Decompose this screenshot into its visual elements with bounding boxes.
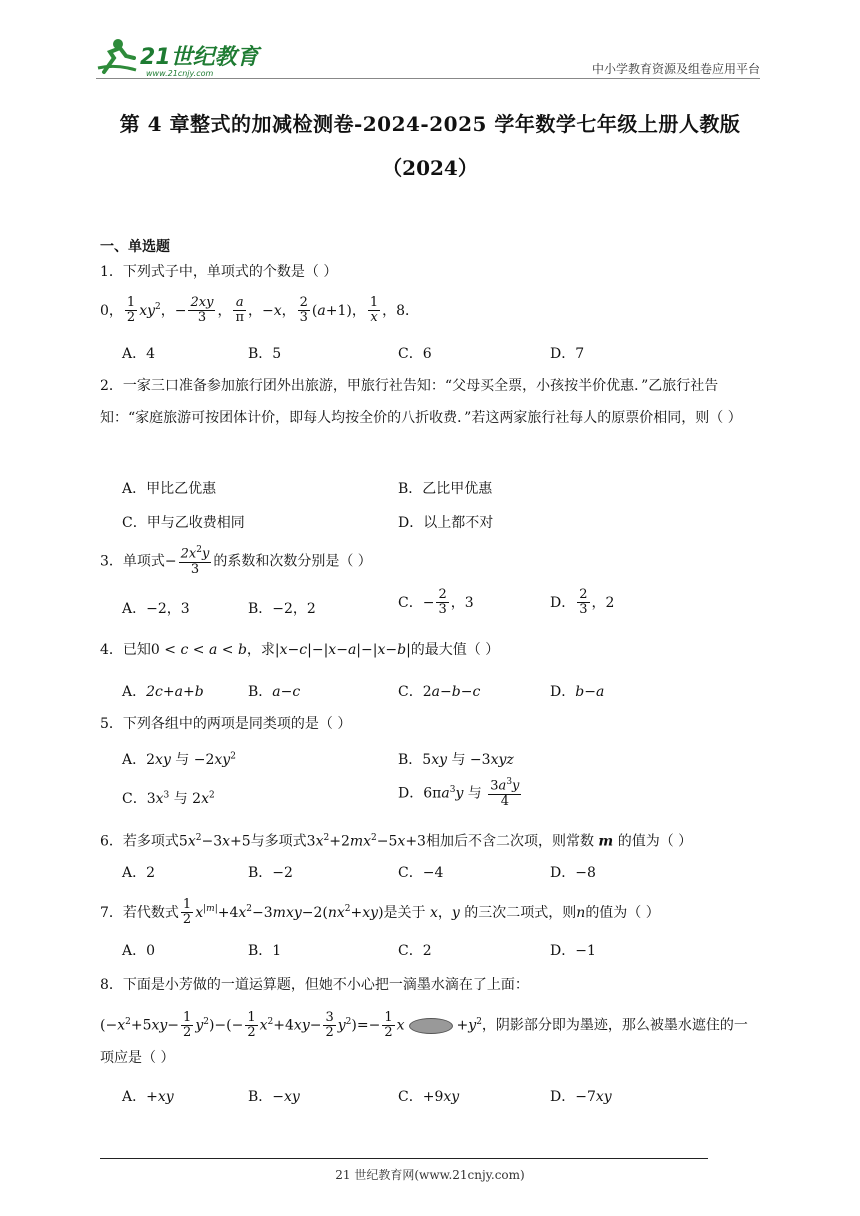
question-stem: 下列式子中，单项式的个数是（ ） [122,264,338,280]
q1-option-d: D．7 [550,346,585,362]
question-6: 6．若多项式$5x^2-3x+5$与多项式$3x^2+2mx^2-5x+3$相加后不含二次项，则常数 m 的值为（ ） [100,833,693,850]
q3-option-b: B．−2，2 [248,601,316,617]
question-number: 6． [100,833,123,850]
question-stem: ，求 [246,642,275,658]
q2-option-d: D．以上都不对 [398,515,494,531]
question-7: 7．若代数式 $\frac{1}{2}$ $x^{|m|}+4x^2-3mxy-2(nx^2+xy)$是关于 x，y 的三次二项式，则n的值为（ ） [100,897,660,928]
q7-option-d: D．−1 [550,943,596,959]
question-5 [100,714,351,734]
question-1 [100,262,337,282]
q3-option-a: A．−2，3 [122,601,190,617]
question-stem: 单项式 [122,553,165,570]
section-heading: 一、单选题 [100,239,170,255]
question-stem: 若代数式 [122,904,179,921]
question-stem: 是关于 [383,904,426,921]
page-title: 第 4 章整式的加减检测卷-2024-2025 学年数学七年级上册人教版 [119,112,741,136]
question-stem: 若多项式 [122,833,179,850]
question-stem: 的三次二项式，则 [464,904,577,921]
question-stem: 与多项式 [250,833,307,850]
q2-option-a: A．甲比乙优惠 [122,481,217,497]
question-stem: 下列各组中的两项是同类项的是（ ） [122,716,352,732]
q4-option-a: A．2c+a+b [122,684,204,700]
q2-option-b: B．乙比甲优惠 [398,481,493,497]
q8-option-c: C．+9xy [398,1089,460,1105]
q7-option-b: B．1 [248,943,282,959]
q3-option-d: D． $\frac{2}{3}$ ，2 [550,587,615,618]
q2-option-c: C．甲与乙收费相同 [122,515,245,531]
question-number: 4． [100,642,123,658]
footer-text: 21 世纪教育网(www.21cnjy.com) [335,1168,525,1182]
q6-option-a: A．2 [122,865,156,881]
q1-option-a: A．4 [122,346,156,362]
question-stem: 相加后不含二次项，则常数 [425,833,594,850]
q5-option-d: D．$6\pi a^3y$ 与 $\frac{3a^3y}{4}$ [398,777,520,809]
question-number: 3． [100,553,123,570]
page-subtitle: （2024） [382,156,478,180]
question-stem: 一家三口准备参加旅行团外出旅游，甲旅行社告知：“父母买全票，小孩按半价优惠．”乙旅行社告知：“家庭旅游可按团体计价，即每人均按全价的八折收费．”若这两家旅行社每人的原票价相同，则（ ） [100,378,742,426]
q4-option-c: C．2a−b−c [398,684,481,700]
q1-option-c: C．6 [398,346,432,362]
ink-blot [409,1018,453,1034]
q6-option-d: D．−8 [550,865,596,881]
site-logo [96,34,266,78]
question-stem: ，阴影部分即为墨迹，那么被墨水遮住的一项应是（ ） [100,1017,748,1066]
q8-option-a: A．+xy [122,1089,174,1105]
question-8-equation: ($-x^2+5xy-$ $\frac{1}{2}$ $y^2)-(-$ $\frac{1}{2}$ $x^2+4xy-$ $\frac{3}{2}$ $y^2)=-$ $\frac{1}{2}$ $x +y^2$，阴影部分即为墨迹，那么被墨水遮住的一项应是（ ） [100,1009,748,1066]
question-stem: 的值为（ ） [585,904,660,921]
q4-option-b: B．a−c [248,684,301,700]
question-stem: 的系数和次数分别是（ ） [213,553,372,570]
q5-option-b: B．5xy 与 −3xyz [398,752,514,768]
logo-text: 21世纪教育 [140,45,259,70]
question-stem: 下面是小芳做的一道运算题，但她不小心把一滴墨水滴在了上面： [122,977,529,993]
q7-option-a: A．0 [122,943,156,959]
q8-option-d: D．−7xy [550,1089,612,1105]
header-platform-text: 中小学教育资源及组卷应用平台 [591,62,760,76]
question-stem: 的最大值（ ） [410,642,500,658]
q3-option-c: C．− $\frac{2}{3}$ ，3 [398,587,474,618]
q4-option-d: D．b−a [550,684,605,700]
question-8 [100,975,529,995]
question-stem: 的值为（ ） [617,833,693,850]
header-divider [96,78,760,79]
question-4: 4．已知0 < c < a < b，求|x−c|−|x−a|−|x−b|的最大值（ ） [100,642,500,658]
q5-option-c: C．$3x^3$ 与 $2x^2$ [122,790,215,807]
question-3: 3．单项式− $\frac{2x^2y}{3}$ 的系数和次数分别是（ ） [100,545,372,577]
question-2 [100,370,760,434]
logo-url: www.21cnjy.com [146,69,214,78]
question-number: 1． [100,264,123,280]
q8-option-b: B．−xy [248,1089,300,1105]
question-number: 5． [100,716,123,732]
question-1-expressions: 0， $\frac{1}{2}$ $xy^2$，− $\frac{2xy}{3}$ ， $\frac{a}{\pi}$ ，−x， $\frac{2}{3}$ (a+1)， $\frac{1}{x}$ ，8． [100,295,420,326]
question-number: 2． [100,378,123,394]
question-number: 8． [100,977,123,993]
q1-option-b: B．5 [248,346,282,362]
q5-option-a: A．2xy 与 $-2xy^2$ [122,751,236,768]
q6-option-c: C．−4 [398,865,444,881]
q6-option-b: B．−2 [248,865,293,881]
q7-option-c: C．2 [398,943,432,959]
question-stem: 已知 [122,642,151,658]
footer-divider [100,1158,708,1159]
question-number: 7． [100,904,123,921]
